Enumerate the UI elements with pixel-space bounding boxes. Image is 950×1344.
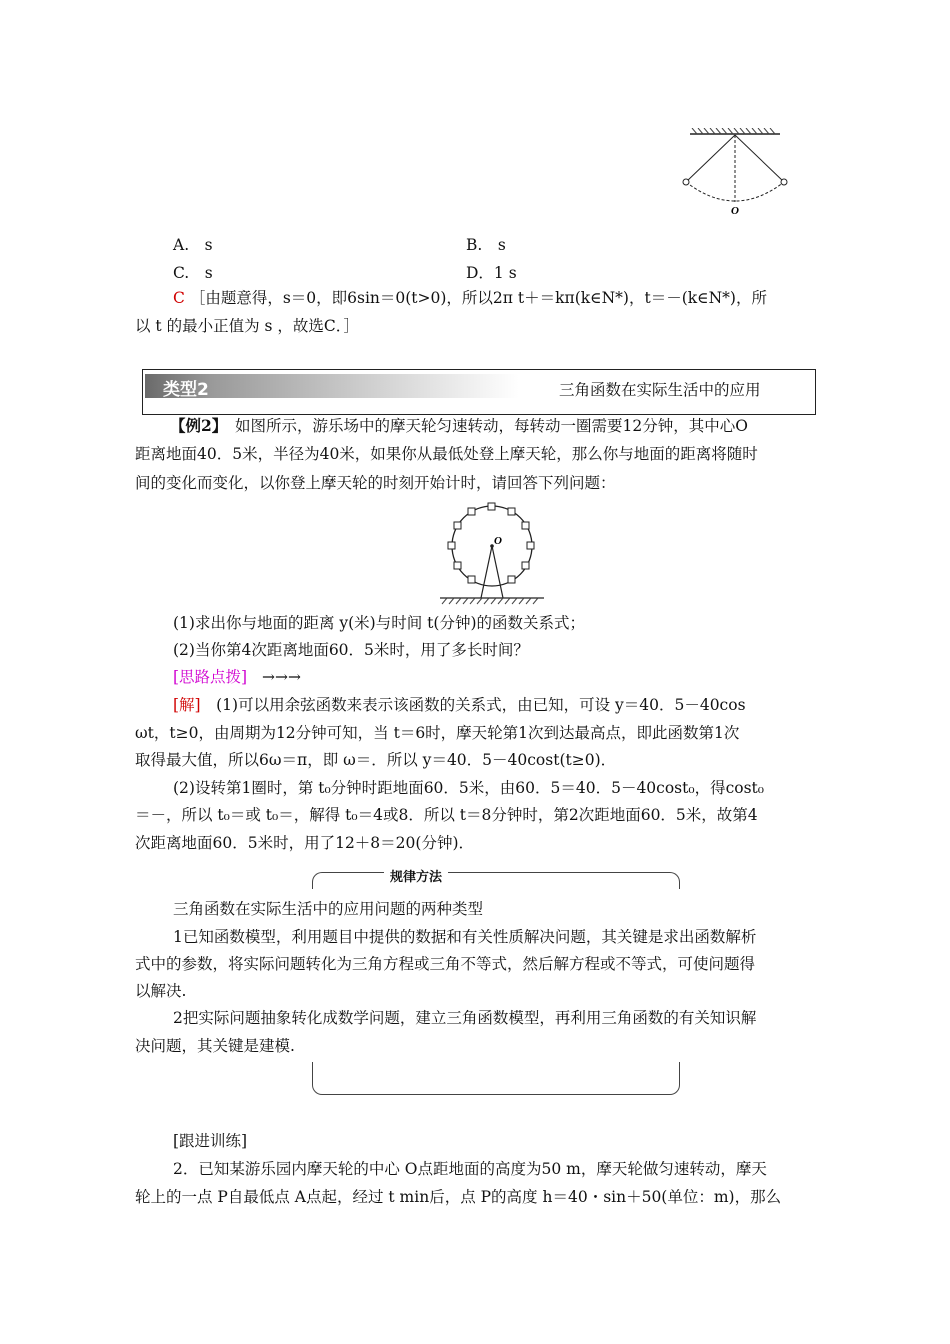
method-point-2b: 决问题，其关键是建模. (135, 1037, 295, 1055)
solution-line-1: (1)可以用余弦函数来表示该函数的关系式，由已知，可设 y＝40．5－40cos (200, 696, 746, 714)
solution-line-5: ＝－，所以 t₀＝或 t₀＝，解得 t₀＝4或8．所以 t＝8分钟时，第2次距地面60．5米，故第4 (135, 806, 758, 824)
section-banner (142, 369, 816, 415)
answer-line-1: ［由题意得，s＝0，即6sin＝0(t>0)，所以2π t＋＝kπ(k∈N*)，t＝－(k∈N*)，所 (189, 289, 767, 307)
section-topic: 三角函数在实际生活中的应用 (559, 381, 761, 399)
choice-c: C. s (173, 264, 213, 282)
solution-line-2: ωt，t≥0，由周期为12分钟可知，当 t＝6时，摩天轮第1次到达最高点，即此函数第1次 (135, 724, 740, 742)
method-heading: 三角函数在实际生活中的应用问题的两种类型 (173, 900, 484, 918)
method-point-1b: 式中的参数，将实际问题转化为三角方程或三角不等式，然后解方程或不等式，可使问题得 (135, 955, 756, 973)
solution-line-6: 次距离地面60．5米时，用了12＋8＝20(分钟)． (135, 834, 474, 852)
example-label: 【例2】 (170, 416, 220, 435)
solution-label: [解] (173, 696, 201, 714)
practice-line-1: 2．已知某游乐园内摩天轮的中心 O点距地面的高度为50 m，摩天轮做匀速转动，摩天 (173, 1160, 767, 1178)
method-point-1a: 1已知函数模型，利用题目中提供的数据和有关性质解决问题，其关键是求出函数解析 (173, 928, 757, 946)
ferris-label-o: O (494, 535, 502, 547)
practice-line-2: 轮上的一点 P自最低点 A点起，经过 t min后，点 P的高度 h＝40・sin＋50(单位：m)，那么 (135, 1188, 782, 1206)
question-1: (1)求出你与地面的距离 y(米)与时间 t(分钟)的函数关系式； (173, 614, 585, 632)
example-line-2: 距离地面40．5米，半径为40米，如果你从最低处登上摩天轮，那么你与地面的距离将随时 (135, 445, 758, 463)
method-point-1c: 以解决. (135, 982, 187, 1000)
example-line-1: 如图所示，游乐场中的摩天轮匀速转动，每转动一圈需要12分钟，其中心O (219, 417, 748, 435)
section-tag: 类型2 (145, 374, 519, 398)
example-line-3: 间的变化而变化，以你登上摩天轮的时刻开始计时，请回答下列问题： (135, 474, 616, 492)
method-box-bottom (312, 1062, 680, 1095)
hint-label: [思路点拨] (173, 668, 248, 686)
pendulum-label-o: O (731, 205, 739, 217)
solution-line-3: 取得最大值，所以6ω＝π，即 ω＝．所以 y＝40．5－40cost(t≥0)． (135, 751, 617, 769)
ceiling-hatch (690, 128, 780, 134)
choice-d: D．1 s (466, 264, 517, 282)
method-box-top (312, 872, 680, 889)
choice-b: B. s (466, 236, 506, 254)
answer-line-2: 以 t 的最小正值为 s ，故选C．］ (135, 317, 360, 335)
method-title: 规律方法 (384, 866, 448, 885)
solution-line-4: (2)设转第1圈时，第 t₀分钟时距地面60．5米，由60．5＝40．5－40cost₀，得cost₀ (173, 779, 764, 797)
choice-a: A. s (173, 236, 213, 254)
answer-letter: C (173, 289, 185, 307)
ferris-wheel-figure (436, 500, 548, 608)
hint-arrows: →→→ (262, 668, 302, 686)
method-point-2a: 2把实际问题抽象转化成数学问题，建立三角函数模型，再利用三角函数的有关知识解 (173, 1009, 757, 1027)
pendulum-figure (680, 128, 790, 220)
question-2: (2)当你第4次距离地面60．5米时，用了多长时间？ (173, 641, 529, 659)
practice-label: [跟进训练] (173, 1132, 248, 1150)
